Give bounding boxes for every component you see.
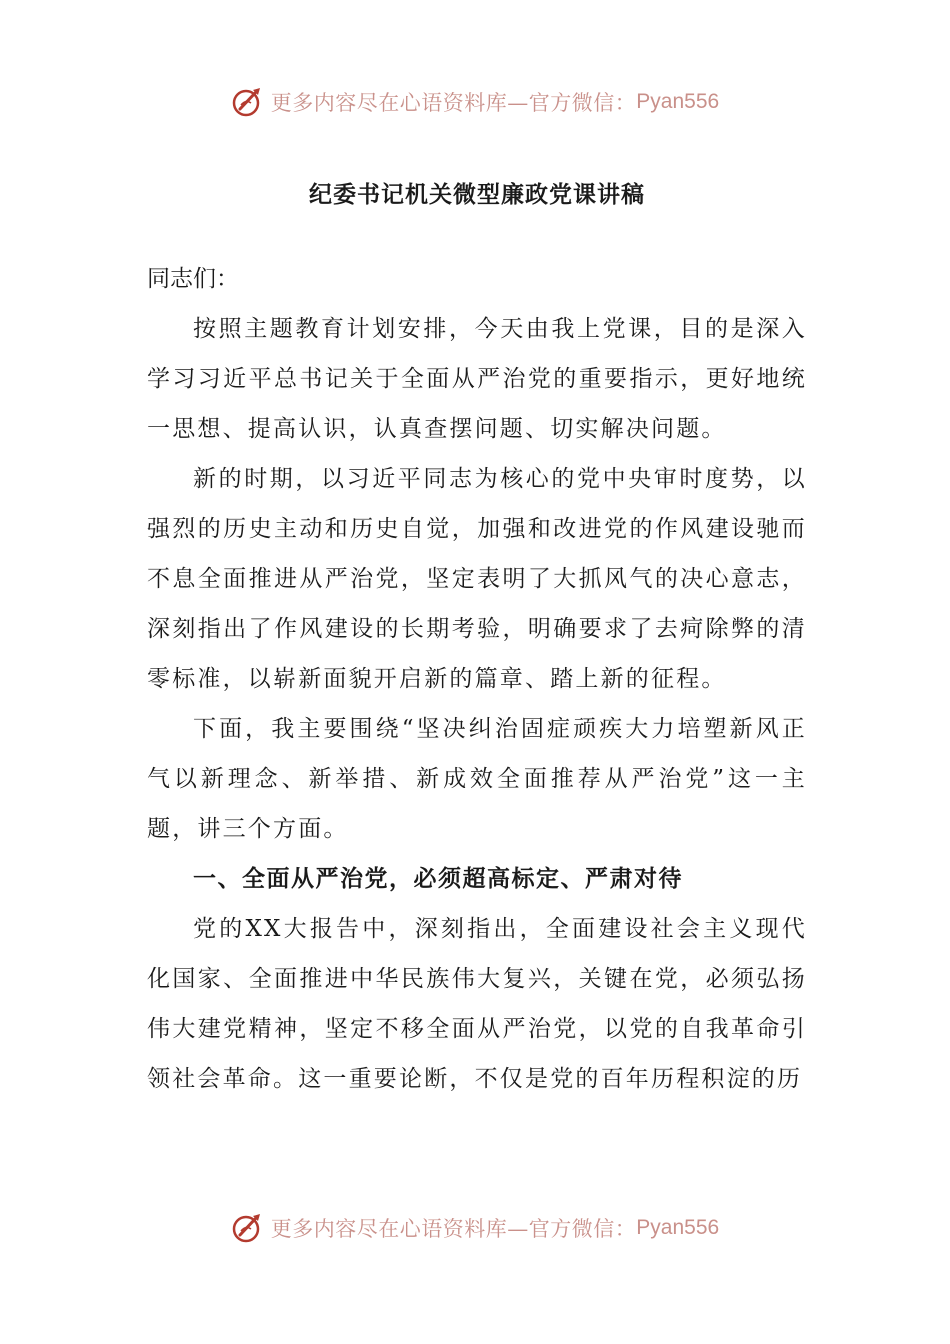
banner-text: 更多内容尽在心语资料库—官方微信： (270, 1217, 637, 1241)
document-body (147, 170, 807, 1104)
section-heading-1: 一、全面从严治党，必须超高标定、严肃对待 (193, 865, 683, 892)
banner-wechat-id: Pyan556 (636, 90, 720, 113)
salutation: 同志们： (147, 266, 239, 292)
pen-logo-icon (231, 1211, 265, 1245)
document-title: 纪委书记机关微型廉政党课讲稿 (309, 181, 645, 208)
pen-logo-icon (231, 85, 265, 119)
banner-text: 更多内容尽在心语资料库—官方微信： (270, 91, 637, 115)
footer-banner (0, 1208, 950, 1248)
paragraph-4: 党的XX大报告中，深刻指出，全面建设社会主义现代化国家、全面推进中华民族伟大复兴，关键在党，必须弘扬伟大建党精神，坚定不移全面从严治党，以党的自我革命引领社会革命。这一重要论断，不仅是党的百年历程积淀的历 (147, 916, 807, 1092)
paragraph-3: 下面，我主要围绕“坚决纠治固症顽疾大力培塑新风正气以新理念、新举措、新成效全面推荐从严治党”这一主题，讲三个方面。 (147, 716, 807, 842)
paragraph-2: 新的时期，以习近平同志为核心的党中央审时度势，以强烈的历史主动和历史自觉，加强和改进党的作风建设驰而不息全面推进从严治党，坚定表明了大抓风气的决心意志，深刻指出了作风建设的长期考验，明确要求了去疴除弊的清零标准，以崭新面貌开启新的篇章、踏上新的征程。 (147, 466, 807, 692)
paragraph-1: 按照主题教育计划安排，今天由我上党课，目的是深入学习习近平总书记关于全面从严治党的重要指示，更好地统一思想、提高认识，认真查摆问题、切实解决问题。 (147, 316, 807, 442)
banner-wechat-id: Pyan556 (636, 1216, 720, 1239)
header-banner (0, 82, 950, 122)
